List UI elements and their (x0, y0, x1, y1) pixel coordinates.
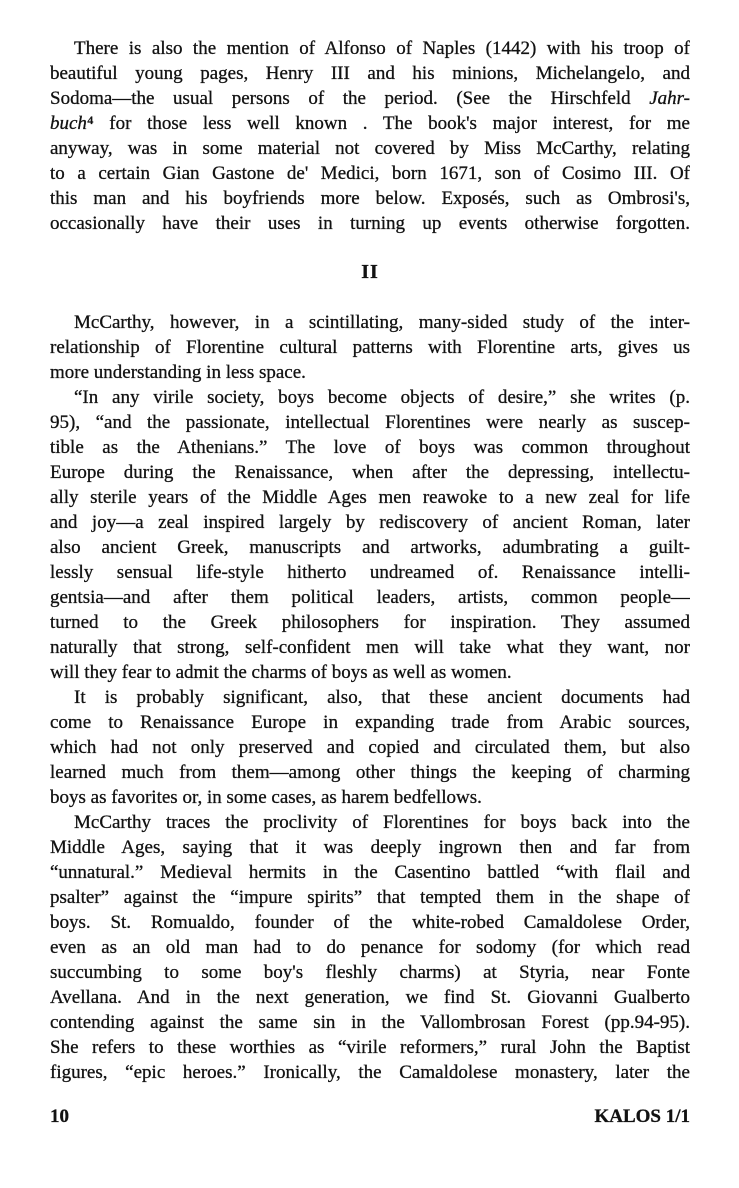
text-line: There is also the mention of Alfonso of Naples (1442) with his troop of (74, 38, 690, 59)
text-line: anyway, was in some material not covered by Miss McCarthy, relating (50, 138, 690, 159)
text-line (50, 86, 690, 111)
text-line: ally sterile years of the Middle Ages men reawoke to a new zeal for life (50, 487, 690, 508)
text-line: relationship of Florentine cultural patterns with Florentine arts, gives us (50, 337, 690, 358)
page-text (50, 36, 690, 1085)
text-line: boys. St. Romualdo, founder of the white-robed Camaldolese Order, (50, 912, 690, 933)
text-line: will they fear to admit the charms of boys as well as women. (50, 662, 512, 683)
text-line: which had not only preserved and copied and circulated them, but also (50, 737, 690, 758)
text-line: psalter” against the “impure spirits” that tempted them in the shape of (50, 887, 690, 908)
text-line: Avellana. And in the next generation, we find St. Giovanni Gualberto (50, 987, 690, 1008)
text-line: 95), “and the passionate, intellectual Florentines were nearly as suscep- (50, 412, 690, 433)
text-line: boys as favorites or, in some cases, as harem bedfellows. (50, 787, 482, 808)
text-line: lessly sensual life-style hitherto undreamed of. Renaissance intelli- (50, 562, 690, 583)
section-heading: II (361, 261, 379, 283)
text-line: McCarthy, however, in a scintillating, many-sided study of the inter- (74, 312, 690, 333)
text-line: McCarthy traces the proclivity of Florentines for boys back into the (74, 812, 690, 833)
journal-title: KALOS 1/1 (594, 1106, 690, 1127)
paragraph-alfonso (50, 36, 690, 236)
paragraph-virile-society (50, 385, 690, 685)
text-line: contending against the same sin in the Vallombrosan Forest (pp.94-95). (50, 1012, 690, 1033)
text-line: this man and his boyfriends more below. Exposés, such as Ombrosi's, (50, 188, 690, 209)
text-line: more understanding in less space. (50, 362, 306, 383)
text-line: “unnatural.” Medieval hermits in the Casentino battled “with flail and (50, 862, 690, 883)
text-line: succumbing to some boy's fleshly charms) at Styria, near Fonte (50, 962, 690, 983)
text-line: Middle Ages, saying that it was deeply ingrown then and far from (50, 837, 690, 858)
text-line: even as an old man had to do penance for sodomy (for which read (50, 937, 690, 958)
text-line: beautiful young pages, Henry III and his minions, Michelangelo, and (50, 63, 690, 84)
paragraph-proclivity (50, 810, 690, 1085)
text-segment: ⁴ for those less well known . The book's major interest, for me (86, 113, 690, 134)
text-line: to a certain Gian Gastone de' Medici, born 1671, son of Cosimo III. Of (50, 163, 690, 184)
page-footer (50, 1106, 690, 1128)
page-number: 10 (50, 1106, 69, 1127)
text-line: It is probably significant, also, that these ancient documents had (74, 687, 690, 708)
text-line: occasionally have their uses in turning up events otherwise forgotten. (50, 213, 690, 234)
text-line: turned to the Greek philosophers for inspiration. They assumed (50, 612, 690, 633)
text-line: learned much from them—among other things the keeping of charming (50, 762, 690, 783)
text-line: naturally that strong, self-confident men will take what they want, nor (50, 637, 690, 658)
text-line: also ancient Greek, manuscripts and artworks, adumbrating a guilt- (50, 537, 690, 558)
paragraph-mccarthy-study (50, 310, 690, 385)
text-line: She refers to these worthies as “virile reformers,” rural John the Baptist (50, 1037, 690, 1058)
text-line: come to Renaissance Europe in expanding trade from Arabic sources, (50, 712, 690, 733)
text-line (50, 111, 690, 136)
paragraph-ancient-documents (50, 685, 690, 810)
italic-text: buch (50, 113, 87, 134)
text-line: “In any virile society, boys become objects of desire,” she writes (p. (74, 387, 690, 408)
text-line: figures, “epic heroes.” Ironically, the Camaldolese monastery, later the (50, 1062, 690, 1083)
text-line: gentsia—and after them political leaders, artists, common people— (50, 587, 690, 608)
text-segment: Sodoma—the usual persons of the period. (See the Hirschfeld (50, 88, 650, 109)
italic-text: Jahr- (649, 88, 690, 109)
text-line: and joy—a zeal inspired largely by rediscovery of ancient Roman, later (50, 512, 690, 533)
text-line: Europe during the Renaissance, when after the depressing, intellectu- (50, 462, 690, 483)
text-line: tible as the Athenians.” The love of boys was common throughout (50, 437, 690, 458)
